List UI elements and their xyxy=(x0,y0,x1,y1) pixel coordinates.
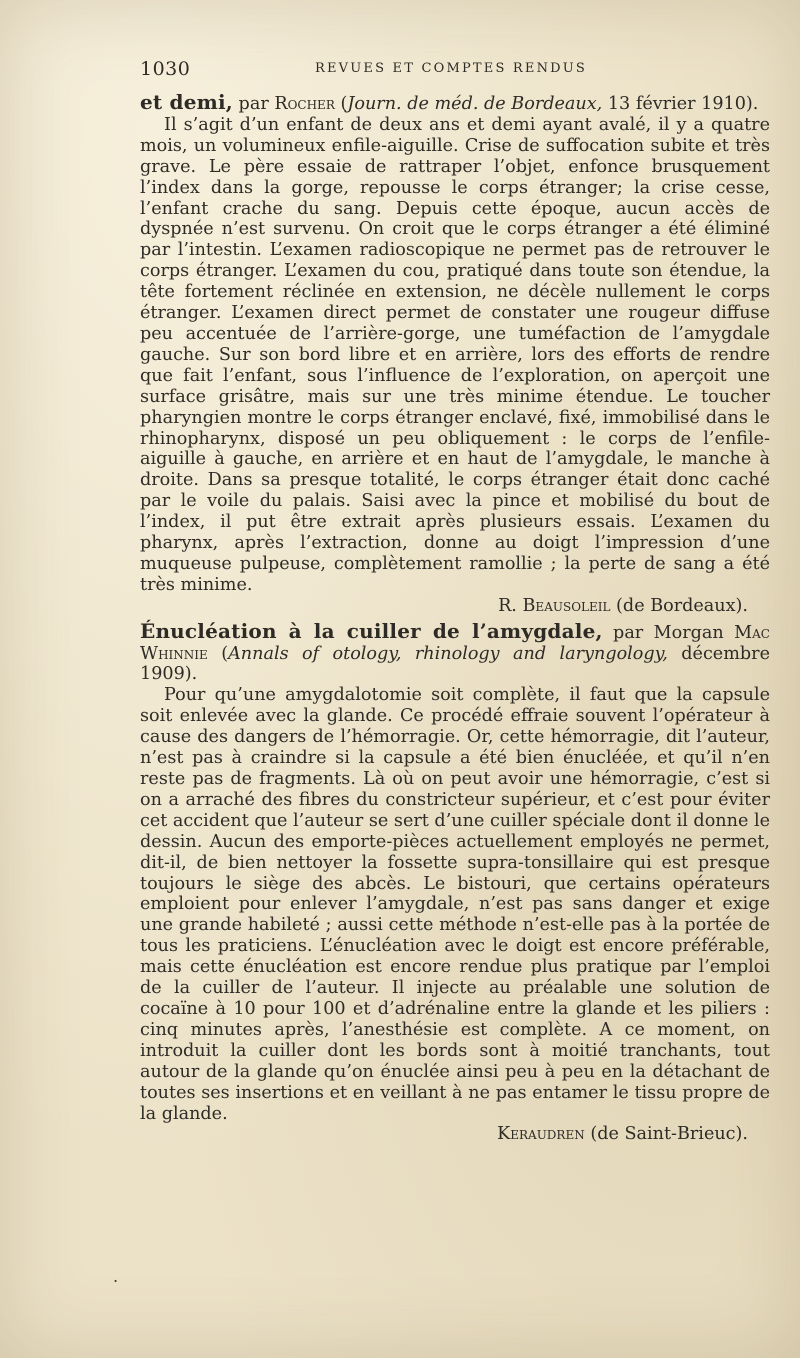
page-number: 1030 xyxy=(140,58,191,80)
running-head xyxy=(140,58,760,82)
article2-heading: Énucléation à la cuiller de l’amygdale, par Morgan Mac Whinnie (Annals of otology, rhinology and laryngology, décembre 1909). xyxy=(140,618,770,685)
margin-mark: . xyxy=(113,1267,119,1286)
article1-journal: Journ. de méd. de Bordeaux, xyxy=(347,94,603,114)
article1-author: Rocher xyxy=(274,94,335,114)
article1-title: et demi, xyxy=(140,90,233,114)
article1-body: Il s’agit d’un enfant de deux ans et demi ayant avalé, il y a quatre mois, un volumineux enfile-aiguille. Crise de suffocation subite et très grave. Le père essaie de rattraper l’objet, enfonce brusquement l’index dans la gorge, repousse le corps étranger; la crise cesse, l’enfant crache du sang. Depuis cette époque, aucun accès de dyspnée n’est survenu. On croit que le corps étranger a été éliminé par l’intestin. L’examen radioscopique ne permet pas de retrouver le corps étranger. L’examen du cou, pratiqué dans toute son étendue, la tête fortement réclinée en extension, ne décèle nullement le corps étranger. L’examen direct permet de constater une rougeur diffuse peu accentuée de l’arrière-gorge, une tuméfaction de l’amygdale gauche. Sur son bord libre et en arrière, lors des efforts de rendre que fait l’enfant, sous l’influence de l’exploration, on aperçoit une surface grisâtre, mais sur une très minime étendue. Le toucher pharyngien montre le corps étranger enclavé, fixé, immobilisé dans le rhinopharynx, disposé un peu obliquement : le corps de l’enfile-aiguille à gauche, en arrière et en haut de l’amygdale, le manche à droite. Dans sa presque totalité, le corps étranger était donc caché par le voile du palais. Saisi avec la pince et mobilisé du bout de l’index, il put être extrait après plusieurs essais. L’examen du pharynx, après l’extraction, donne au doigt l’impression d’une muqueuse pulpeuse, complètement ramollie ; la perte de sang a été très minime. xyxy=(140,114,770,595)
article2-signature: Keraudren (de Saint-Brieuc). xyxy=(497,1124,748,1145)
article2-signature-name: Keraudren xyxy=(497,1124,585,1145)
article1-signature: R. Beausoleil (de Bordeaux). xyxy=(498,595,748,616)
running-title: REVUES ET COMPTES RENDUS xyxy=(315,61,588,76)
article1-date: 13 février 1910). xyxy=(602,94,759,114)
article1-signature-name: Beausoleil xyxy=(522,595,611,616)
article1-heading: et demi, par Rocher (Journ. de méd. de Bordeaux, 13 février 1910). xyxy=(140,90,759,114)
article2-body: Pour qu’une amygdalotomie soit complète, il faut que la capsule soit enlevée avec la glande. Ce procédé effraie souvent l’opérateur à cause des dangers de l’hémorragie. Or, cette hémorragie, dit l’auteur, n’est pas à craindre si la capsule a été bien énucléée, et qu’il n’en reste pas de fragments. Là où on peut avoir une hémorragie, c’est si on a arraché des fibres du constricteur supérieur, et c’est pour éviter cet accident que l’auteur se sert d’une cuiller spéciale dont il donne le dessin. Aucun des emporte-pièces actuellement employés ne permet, dit-il, de bien nettoyer la fossette supra-tonsillaire qui est presque toujours le siège des abcès. Le bistouri, que certains opérateurs emploient pour enlever l’amygdale, n’est pas sans danger et exige une grande habileté ; aussi cette méthode n’est-elle pas à la portée de tous les praticiens. L’énucléation avec le doigt est encore préférable, mais cette énucléation est encore rendue plus pratique par l’emploi de la cuiller de l’auteur. Il injecte au préalable une solution de cocaïne à 10 pour 100 et d’adrénaline entre la glande et les piliers : cinq minutes après, l’anesthésie est complète. A ce moment, on introduit la cuiller dont les bords sont à moitié tranchants, tout autour de la glande qu’on énuclée ainsi peu à peu en la détachant de toutes ses insertions et en veillant à ne pas entamer le tissu propre de la glande. xyxy=(140,685,770,1124)
article2-date: décembre 1909). xyxy=(140,643,770,685)
text-column xyxy=(140,92,770,1145)
article2-journal: Annals of otology, rhinology and laryngology, xyxy=(228,643,668,664)
article2-title: Énucléation à la cuiller de l’amygdale, xyxy=(140,618,603,643)
article2-author: Mac Whinnie xyxy=(140,622,770,664)
